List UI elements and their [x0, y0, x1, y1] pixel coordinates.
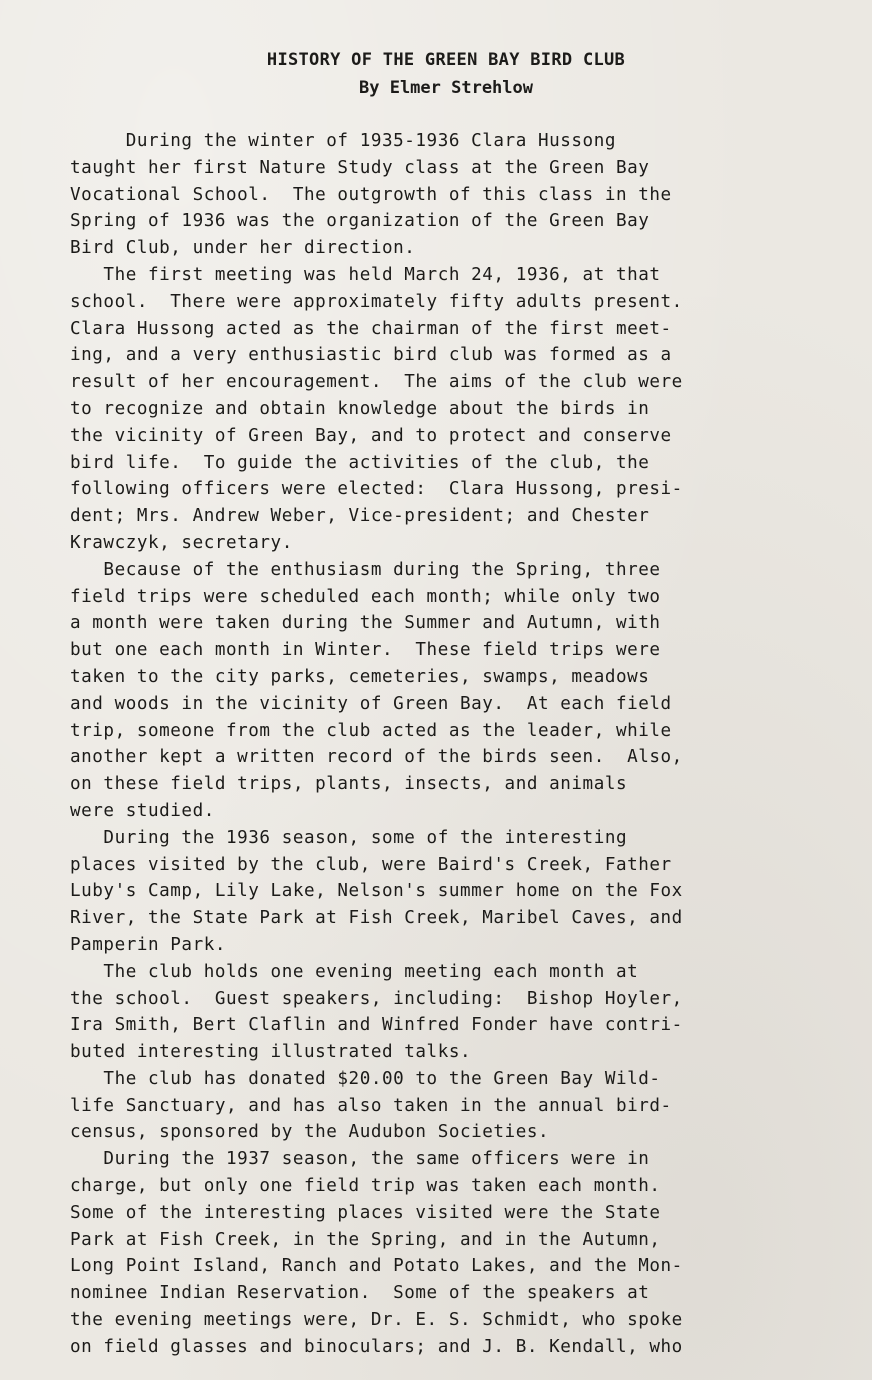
text-line: During the winter of 1935-1936 Clara Hussong	[70, 131, 616, 151]
text-line: The club has donated $20.00 to the Green Bay Wild-	[70, 1068, 661, 1089]
text-line: to recognize and obtain knowledge about the birds in	[70, 398, 650, 419]
text-line: Bird Club, under her direction.	[70, 238, 416, 259]
text-line: places visited by the club, were Baird's Creek, Father	[70, 854, 672, 875]
document-title: HISTORY OF THE GREEN BAY BIRD CLUB	[266, 50, 626, 70]
text-line: Clara Hussong acted as the chairman of the first meet-	[70, 318, 672, 339]
text-line: school. There were approximately fifty adults present.	[70, 291, 683, 312]
text-line: result of her encouragement. The aims of the club were	[70, 372, 683, 393]
body-text	[70, 128, 850, 1361]
text-line: a month were taken during the Summer and Autumn, with	[70, 613, 661, 634]
text-line: dent; Mrs. Andrew Weber, Vice-president; and Chester	[70, 506, 650, 527]
text-line: Some of the interesting places visited were the State	[70, 1202, 661, 1223]
text-line: Park at Fish Creek, in the Spring, and in the Autumn,	[70, 1229, 661, 1250]
text-line: charge, but only one field trip was taken each month.	[70, 1176, 661, 1197]
text-line: ing, and a very enthusiastic bird club was formed as a	[70, 345, 672, 366]
text-line: the school. Guest speakers, including: Bishop Hoyler,	[70, 988, 683, 1009]
text-line: field trips were scheduled each month; while only two	[70, 586, 661, 607]
text-line: and woods in the vicinity of Green Bay. At each field	[70, 693, 672, 714]
text-line: The first meeting was held March 24, 1936, at that	[70, 264, 661, 285]
text-line: but one each month in Winter. These field trips were	[70, 640, 661, 661]
text-line: The club holds one evening meeting each month at	[70, 961, 639, 982]
text-line: Vocational School. The outgrowth of this class in the	[70, 184, 672, 205]
text-line: trip, someone from the club acted as the leader, while	[70, 720, 672, 741]
text-line: the evening meetings were, Dr. E. S. Schmidt, who spoke	[70, 1310, 683, 1331]
text-line: taught her first Nature Study class at the Green Bay	[70, 157, 650, 178]
text-line: following officers were elected: Clara Hussong, presi-	[70, 479, 683, 500]
text-line: Spring of 1936 was the organization of the Green Bay	[70, 211, 650, 232]
text-line: census, sponsored by the Audubon Societies.	[70, 1122, 550, 1143]
text-line: During the 1937 season, the same officers were in	[70, 1149, 650, 1170]
text-line: Ira Smith, Bert Claflin and Winfred Fonder have contri-	[70, 1015, 683, 1036]
author-byline: By Elmer Strehlow	[359, 78, 533, 98]
text-line: During the 1936 season, some of the interesting	[70, 827, 628, 848]
text-line: Long Point Island, Ranch and Potato Lakes, and the Mon-	[70, 1256, 683, 1277]
text-line: Krawczyk, secretary.	[70, 532, 293, 553]
text-line: life Sanctuary, and has also taken in the annual bird-	[70, 1095, 672, 1116]
text-line: another kept a written record of the birds seen. Also,	[70, 747, 683, 768]
text-line: were studied.	[70, 800, 215, 821]
text-line: taken to the city parks, cemeteries, swamps, meadows	[70, 666, 650, 687]
text-line: on field glasses and binoculars; and J. B. Kendall, who	[70, 1336, 683, 1357]
text-line: River, the State Park at Fish Creek, Maribel Caves, and	[70, 908, 683, 929]
text-line: Because of the enthusiasm during the Spring, three	[70, 559, 661, 580]
text-line: Pamperin Park.	[70, 934, 226, 955]
text-line: buted interesting illustrated talks.	[70, 1042, 472, 1063]
text-line: on these field trips, plants, insects, and animals	[70, 774, 628, 795]
text-line: bird life. To guide the activities of the club, the	[70, 452, 650, 473]
text-line: nominee Indian Reservation. Some of the speakers at	[70, 1283, 650, 1304]
text-line: Luby's Camp, Lily Lake, Nelson's summer home on the Fox	[70, 881, 683, 902]
text-line: the vicinity of Green Bay, and to protect and conserve	[70, 425, 672, 446]
